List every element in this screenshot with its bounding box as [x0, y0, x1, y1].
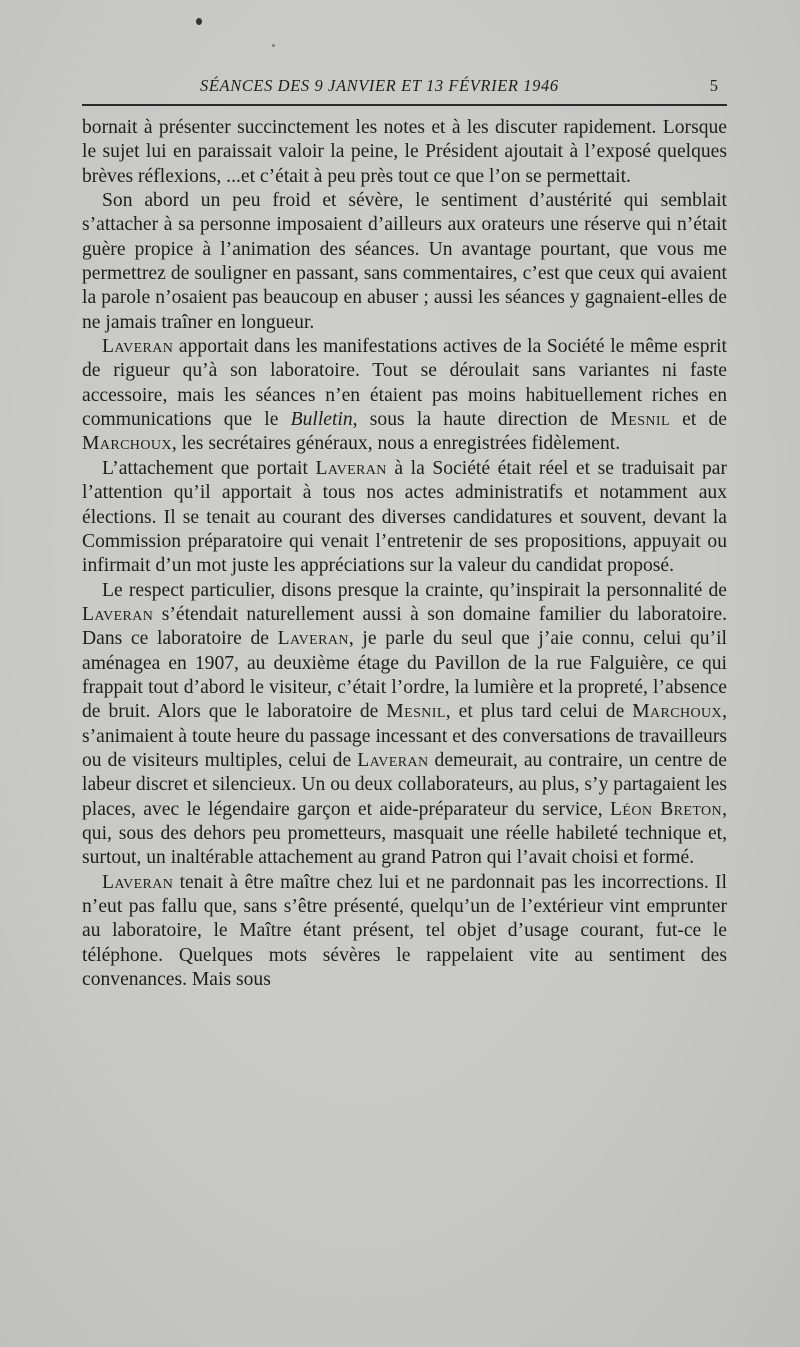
text-run: demeurait, au contraire, un centre de labeur discret et silencieux. Un ou deux collaborateurs, au plus, s’y partagaient les places, avec le légendaire garçon et aide-préparateur du service,: [82, 749, 727, 820]
text-run: Son abord un peu froid et sévère, le sentiment d’austérité qui semblait s’attacher à sa personne imposaient d’ailleurs aux orateurs une réserve qui n’était guère propice à l’animation des séances. Un avantage pourtant, que vous me permettrez de souligner en passant, sans commentaires, c’est que ceux qui avaient la parole n’osaient pas beaucoup en abuser ; aussi les séances y gagnaient-elles de ne jamais traîner en longueur.: [82, 190, 727, 333]
proper-name: Laveran: [102, 336, 174, 358]
header-rule: [82, 104, 727, 106]
proper-name: Mesnil: [610, 409, 670, 431]
proper-name: Mesnil: [386, 701, 446, 723]
ink-speck: [196, 18, 202, 25]
proper-name: Léon Breton: [610, 798, 723, 820]
text-run: Le respect particulier, disons presque la crainte, qu’inspirait la personnalité de: [102, 579, 727, 601]
text-run: , les secrétaires généraux, nous a enregistrées fidèlement.: [171, 433, 621, 455]
text-run: , qui, sous des dehors peu prometteurs, masquait une réelle habileté technique et, surtout, un inaltérable attachement au grand Patron qui l’avait choisi et formé.: [82, 798, 727, 869]
text-run: à la Société était réel et se traduisait par l’attention qu’il apportait à tous nos actes administratifs et notamment aux élections. Il se tenait au courant des diverses candidatures et souvent, devant la Commission préparatoire qui venait l’entretenir de ses propositions, appuyait ou infirmait d’un mot juste les appréciations sur la valeur du candidat proposé.: [82, 457, 727, 577]
proper-name: Laveran: [82, 603, 154, 625]
text-run: tenait à être maître chez lui et ne pardonnait pas les incorrections. Il n’eut pas fallu que, sans s’être présenté, quelqu’un de l’extérieur vint emprunter au laboratoire, le Maître étant présent, tel objet d’usage courant, fut-ce le téléphone. Quelques mots sévères le rappelaient vite au sentiment des convenances. Mais sous: [82, 871, 727, 991]
proper-name: Marchoux: [82, 433, 172, 455]
paragraph: [82, 335, 727, 457]
italic-text: Bulletin: [290, 409, 353, 431]
ink-speck: [272, 44, 275, 47]
text-run: , et plus tard celui de: [445, 701, 633, 723]
proper-name: Laveran: [357, 749, 429, 771]
paragraph: [82, 116, 727, 189]
text-run: bornait à présenter succinctement les notes et à les discuter rapidement. Lorsque le sujet lui en paraissait valoir la peine, le Président ajoutait à l’exposé quelques brèves réflexions, ...et c’était à peu près tout ce que l’on se permettait.: [82, 117, 727, 187]
text-run: s’étendait naturellement aussi à son domaine familier du laboratoire. Dans ce laboratoire de: [82, 603, 727, 650]
proper-name: Marchoux: [632, 701, 723, 723]
text-run: L’attachement que portait: [102, 457, 316, 479]
proper-name: Laveran: [315, 457, 387, 479]
paragraph: [82, 189, 727, 335]
proper-name: Laveran: [277, 628, 349, 650]
body-text: [82, 116, 727, 992]
paragraph: [82, 871, 727, 993]
text-run: , je parle du seul que j’aie connu, celui qu’il aménagea en 1907, au deuxième étage du Pavillon de la rue Falguière, ce qui frappait tout d’abord le visiteur, c’était l’ordre, la lumière et la propreté, l’absence de bruit. Alors que le laboratoire de: [82, 628, 727, 723]
proper-name: Laveran: [102, 871, 174, 893]
running-title: SÉANCES DES 9 JANVIER ET 13 FÉVRIER 1946: [200, 76, 559, 95]
paragraph: [82, 579, 727, 871]
text-run: , sous la haute direction de: [352, 409, 611, 431]
paragraph: [82, 457, 727, 579]
text-run: apportait dans les manifestations actives de la Société le même esprit de rigueur qu’à son laboratoire. Tout se déroulait sans variantes ni faste accessoire, mais les séances n’en étaient pas moins habituellement riches en communications que le: [82, 336, 727, 431]
page-number: 5: [709, 76, 718, 95]
text-run: , s’animaient à toute heure du passage incessant et des conversations de travailleurs ou de visiteurs multiples, celui de: [82, 701, 727, 771]
running-header: [82, 76, 722, 100]
text-run: et de: [669, 409, 727, 431]
